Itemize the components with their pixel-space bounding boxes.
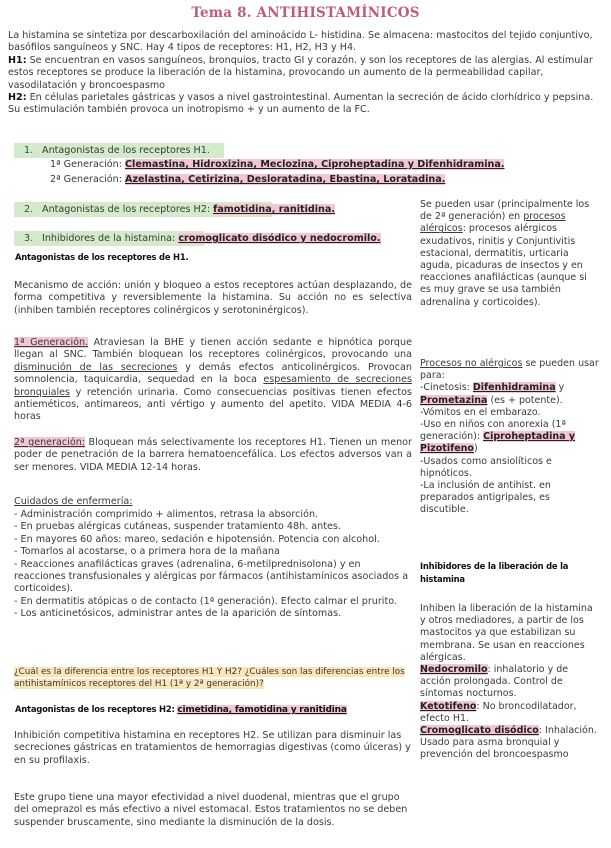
gen2-label: 2ª Generación: [50, 174, 122, 185]
gen1-line [50, 159, 602, 171]
care-item: - Administración comprimido + alimentos, retrasa la absorción. [14, 509, 319, 520]
allergic-uses-text: Se pueden usar (principalmente los de 2ª generación) en [420, 199, 590, 223]
list-number: 1. [24, 145, 34, 156]
use-item: -Cinetosis: [420, 382, 473, 394]
first-generation-underlined: espesamiento de secreciones bronquiales [14, 374, 412, 398]
use-item: ) [473, 443, 478, 455]
h2-heading-text: Antagonistas de los receptores H2: [15, 704, 175, 714]
h2-heading-drugs: cimetidina, famotidina y ranitidina [177, 705, 347, 715]
first-generation-label: 1ª Generación. [14, 337, 89, 348]
drug-name: Ciproheptadina y [483, 431, 576, 443]
list-number: 3. [24, 233, 34, 244]
drug-name: Pizotifeno [420, 443, 474, 455]
drug-name: Difenhidramina [472, 382, 556, 394]
non-allergic-text: se pueden usar para: [420, 358, 599, 382]
mecanismo-paragraph: Mecanismo de acción: unión y bloqueo a estos receptores actúan desplazando, de forma competitiva y reversiblemente la histamina. Su acción no es selectiva (inhiben también receptores colinérgicos y serotoninérgicos). [14, 280, 412, 316]
h1-section-heading: Antagonistas de los receptores de H1. [15, 252, 189, 262]
non-allergic-uses [420, 358, 600, 517]
list-item-text: Inhibidores de la histamina: [42, 233, 176, 244]
care-item: - En mayores 60 años: mareo, sedación e hipotensión. Potencia con alcohol. [14, 533, 380, 545]
drug-description: : No broncodilatador, efecto H1. [420, 700, 577, 724]
gen1-drugs: Clemastina, Hidroxizina, Meclozina, Ciproheptadina y Difenhidramina. [125, 159, 505, 170]
inhibitor-drugs: cromoglicato disódico y nedocromilo. [178, 233, 381, 244]
inhibitors-text: Inhiben la liberación de la histamina y otros mediadores, a partir de los mastocitos ya que estabilizan su membrana. Se usan en reacciones alérgicas. [420, 603, 593, 663]
care-list [14, 509, 412, 621]
inhibitors-heading: Inhibidores de la liberación de la histamina [420, 561, 569, 584]
first-generation-underlined: disminución de las secreciones [14, 361, 178, 373]
drug-description: : inhalatorio y de acción prolongada. Control de síntomas nocturnos. [420, 664, 569, 700]
care-item: - En dermatitis atópicas o de contacto (1ª generación). Efecto calmar el prurito. [14, 595, 397, 607]
list-item-2 [24, 204, 424, 216]
allergic-processes-label: procesos alérgicos [420, 211, 566, 235]
review-question-text: ¿Cuál es la diferencia entre los receptores H1 Y H2? ¿Cuáles son las diferencias entre los antihistamínicos receptores del H1 (1ª y 2ª generación)? [14, 667, 405, 689]
second-generation-label: 2ª generación: [14, 437, 86, 448]
first-generation-text: Atraviesan la BHE y tienen acción sedante e hipnótica porque llegan al SNC. También bloquean los receptores colinérgicos, provocando una [14, 337, 412, 361]
drug-name: Nedocromilo [420, 664, 488, 676]
care-item: - Reacciones anafilácticas graves (adrenalina, 6-metilprednisolona) y en reacciones transfusionales y alérgicas por fármacos (antihistamínicos asociados a corticoides). [14, 558, 409, 595]
use-item: -Vómitos en el embarazo. [420, 406, 541, 418]
drug-name: Cromoglicato disódico [420, 725, 539, 737]
first-generation-text: y demás efectos anticolinérgicos. Provocan somnolencia, taquicardia, sequedad en la boca [14, 361, 412, 386]
review-question [14, 667, 412, 690]
list-item-1 [24, 145, 524, 157]
h1-label: H1: [8, 54, 27, 66]
first-generation-paragraph [14, 337, 412, 424]
drug-name: Ketotifeno [420, 700, 477, 712]
allergic-uses-text: : procesos alérgicos exudativos, rinitis y Conjuntivitis estacional, dermatitis, urticaria aguda, picaduras de insectos y en reacciones anafilácticas (aunque si es muy grave se usa también adrenalina y corticoides). [420, 223, 587, 308]
second-generation-text: Bloquean más selectivamente los receptores H1. Tienen un menor poder de penetración de la barrera hematoencefálica. Los efectos adversos van a ser menores. VIDA MEDIA 12-14 horas. [14, 437, 412, 473]
list-number: 2. [24, 204, 34, 215]
care-title: Cuidados de enfermería: [14, 496, 133, 507]
use-item: (es + potente). [487, 394, 563, 406]
non-allergic-label: Procesos no alérgicos [420, 358, 523, 369]
use-item: y [555, 382, 565, 394]
drug-name: Prometazina [420, 394, 488, 406]
h2-paragraph-2: Este grupo tiene una mayor efectividad a nivel duodenal, mientras que el grupo del omeprazol es más efectivo a nivel estomacal. Estos tratamientos no se deben suspender bruscamente, sino mediante la disminución de la dosis. [14, 792, 408, 828]
care-item: - Tomarlos al acostarse, o a primera hora de la mañana [14, 546, 280, 558]
intro-text: La histamina se sintetiza por descarboxilación del aminoácido L- histidina. Se almacena: mastocitos del tejido conjuntivo, basófilos sanguíneos y SNC. Hay 4 tipos de receptores: H1, H2, H3 y H4. [8, 30, 593, 54]
allergic-uses-paragraph [420, 199, 600, 309]
gen2-drugs: Azelastina, Cetirizina, Desloratadina, Ebastina, Loratadina. [125, 174, 446, 185]
inhibitors-description [420, 603, 600, 762]
first-generation-text: y retención urinaria. Como consecuencias positivas tienen efectos antieméticos, antimareos, anti vértigo y aumento del apetito. VIDA MEDIA 4-6 horas [14, 386, 412, 423]
second-generation-paragraph [14, 437, 412, 474]
use-item: -La inclusión de antihist. en preparados antigripales, es discutible. [420, 480, 551, 516]
care-item: - En pruebas alérgicas cutáneas, suspender tratamiento 48h. antes. [14, 521, 341, 533]
care-item: - Los anticinetósicos, administrar antes de la aparición de síntomas. [14, 608, 342, 620]
intro-paragraph [8, 30, 604, 117]
list-item-3 [24, 233, 424, 245]
use-item: -Uso en niños con anorexia (1ª generación): [420, 419, 566, 443]
h2-section-heading [15, 704, 347, 715]
h2-description: En células parietales gástricas y vasos a nivel gastrointestinal. Aumentan la secreción de ácido clorhídrico y pepsina. Su estimulación también provoca un inotropismo + y un aumento de la FC. [8, 92, 594, 116]
list-item-text: Antagonistas de los receptores H2: [42, 204, 211, 215]
use-item: -Usados como ansiolíticos e hipnóticos. [420, 455, 552, 479]
h2-drugs: famotidina, ranitidina. [213, 204, 335, 215]
list-item-text: Antagonistas de los receptores H1. [42, 145, 210, 156]
page-title: Tema 8. ANTIHISTAMÍNICOS [191, 5, 420, 21]
gen2-line [50, 174, 602, 186]
drug-description: : Inhalación. Usado para asma bronquial y prevención del broncoespasmo [420, 725, 597, 761]
gen1-label: 1ª Generación: [50, 159, 122, 170]
h2-paragraph-1: Inhibición competitiva histamina en receptores H2. Se utilizan para disminuir las secreciones gástricas en tratamientos de hemorragias digestivas (como úlceras) y en su profilaxis. [14, 730, 411, 766]
h1-description: Se encuentran en vasos sanguíneos, bronquios, tracto GI y corazón. y son los receptores de las alergias. Al estimular estos receptores se produce la liberación de la histamina, provocando un aumento de la permeabilidad capilar, vasodilatación y broncoespasmo [8, 54, 593, 91]
h2-label: H2: [8, 92, 27, 104]
